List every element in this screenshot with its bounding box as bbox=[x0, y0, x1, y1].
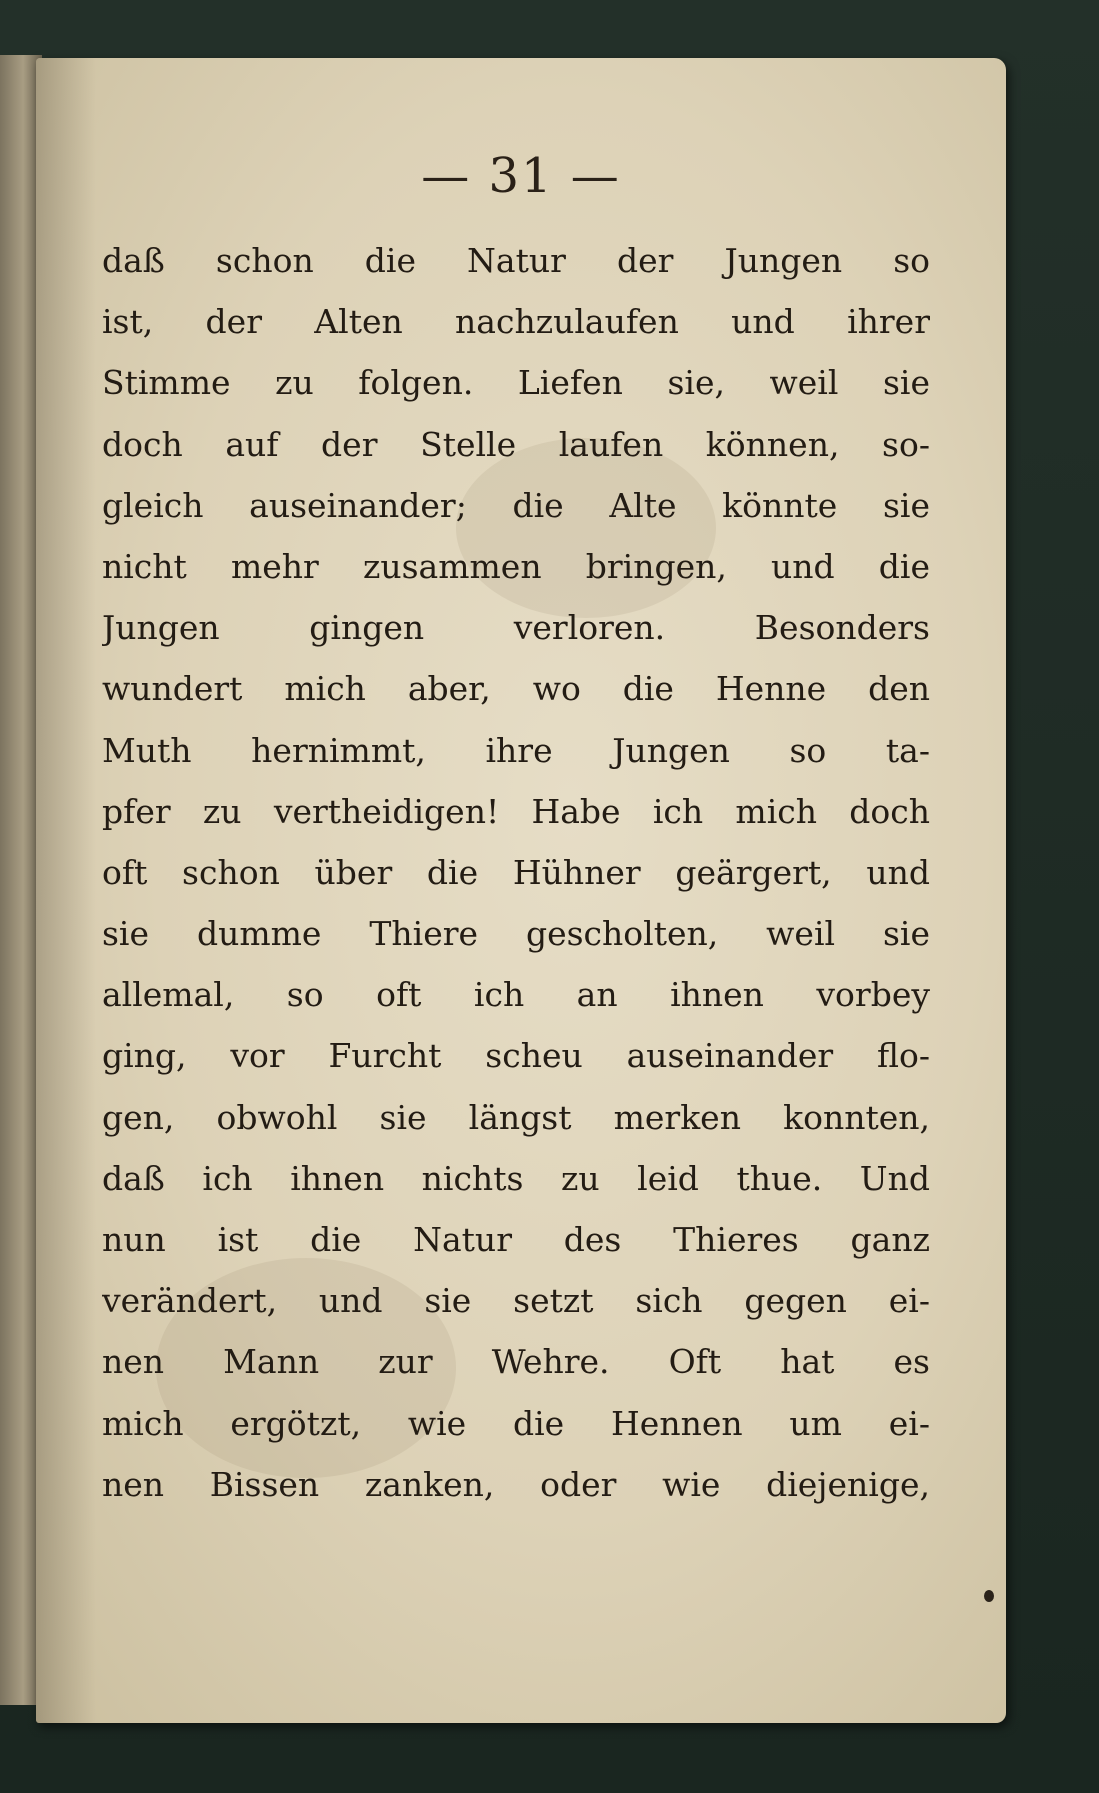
text-line: nun ist die Natur des Thieres ganz bbox=[102, 1220, 930, 1259]
text-line: pfer zu vertheidigen! Habe ich mich doch bbox=[102, 791, 930, 831]
text-line: nicht mehr zusammen bringen, und die bbox=[102, 546, 930, 586]
text-line: Muth hernimmt, ihre Jungen so ta- bbox=[102, 730, 930, 770]
text-line: gleich auseinander; die Alte könnte sie bbox=[102, 485, 930, 525]
text-line: ging, vor Furcht scheu auseinander flo- bbox=[102, 1036, 930, 1076]
page-number: — 31 — bbox=[421, 148, 621, 204]
ink-speck bbox=[984, 1590, 994, 1602]
text-line: ist, der Alten nachzulaufen und ihrer bbox=[102, 302, 930, 342]
text-line: gen, obwohl sie längst merken konnten, bbox=[102, 1097, 930, 1137]
text-line: wundert mich aber, wo die Henne den bbox=[102, 669, 930, 709]
text-line: oft schon über die Hühner geärgert, und bbox=[102, 852, 930, 892]
book-page bbox=[36, 58, 1006, 1723]
text-line: mich ergötzt, wie die Hennen um ei- bbox=[102, 1403, 930, 1443]
text-line: doch auf der Stelle laufen können, so- bbox=[102, 424, 930, 464]
text-line: nen Bissen zanken, oder wie diejenige, bbox=[102, 1464, 930, 1504]
body-text bbox=[102, 230, 930, 1515]
text-line: nen Mann zur Wehre. Oft hat es bbox=[102, 1342, 930, 1382]
text-line: daß ich ihnen nichts zu leid thue. Und bbox=[102, 1158, 930, 1198]
text-line: daß schon die Natur der Jungen so bbox=[102, 241, 930, 280]
text-line: Jungen gingen verloren. Besonders bbox=[102, 608, 930, 648]
text-line: verändert, und sie setzt sich gegen ei- bbox=[102, 1281, 930, 1321]
text-line: allemal, so oft ich an ihnen vorbey bbox=[102, 975, 930, 1015]
text-line: Stimme zu folgen. Liefen sie, weil sie bbox=[102, 363, 930, 403]
page-gutter-shadow bbox=[36, 58, 96, 1723]
text-line: sie dumme Thiere gescholten, weil sie bbox=[102, 914, 930, 954]
